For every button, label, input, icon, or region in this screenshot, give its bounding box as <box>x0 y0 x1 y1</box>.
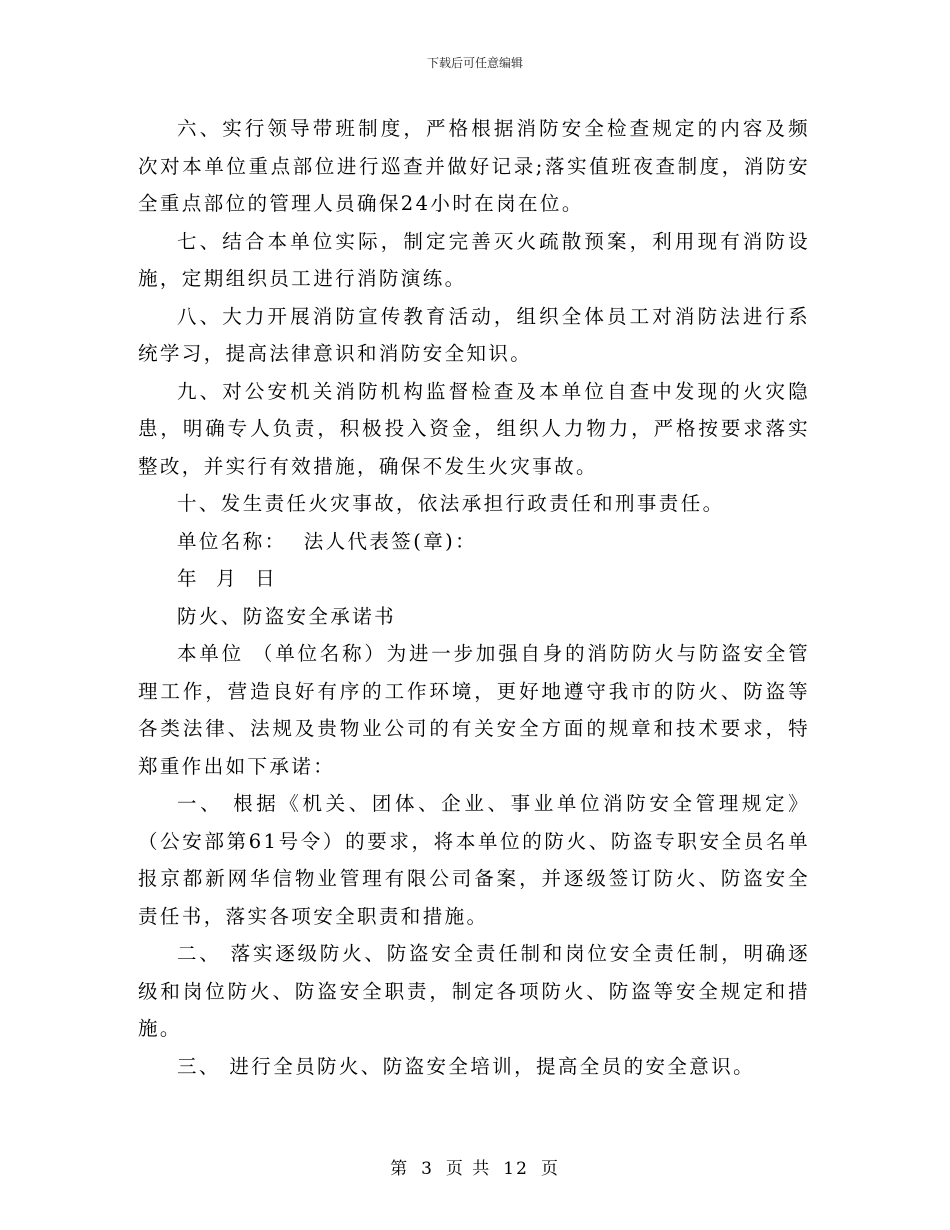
section-title: 防火、防盗安全承诺书 <box>177 604 397 628</box>
paragraph-item-8: 八、大力开展消防宣传教育活动，组织全体员工对消防法进行系统学习，提高法律意识和消防安全知识。 <box>138 304 810 365</box>
footer-suffix: 页 <box>540 1159 560 1179</box>
paragraph-item-10: 十、发生责任火灾事故，依法承担行政责任和刑事责任。 <box>177 492 725 515</box>
footer-total-pages: 12 <box>503 1159 529 1179</box>
page-header-note: 下载后可任意编辑 <box>426 56 523 70</box>
footer-prefix: 第 <box>390 1159 410 1179</box>
footer-middle: 页 共 <box>445 1159 492 1179</box>
paragraph-item-9: 九、对公安机关消防机构监督检查及本单位自查中发现的火灾隐患，明确专人负责，积极投入资金，组织人力物力，严格按要求落实整改，并实行有效措施，确保不发生火灾事故。 <box>138 379 810 478</box>
footer-page-number: 3 <box>421 1159 434 1179</box>
date-line: 年 月 日 <box>177 567 278 590</box>
paragraph-item-7: 七、结合本单位实际，制定完善灭火疏散预案，利用现有消防设施，定期组织员工进行消防演练。 <box>138 229 810 290</box>
commitment-intro: 本单位 （单位名称）为进一步加强自身的消防防火与防盗安全管理工作，营造良好有序的工作环境，更好地遵守我市的防火、防盗等各类法律、法规及贵物业公司的有关安全方面的规章和技术要求，特郑重作出如下承诺： <box>138 642 810 778</box>
document-body <box>138 110 810 1085</box>
commitment-item-2: 二、 落实逐级防火、防盗安全责任制和岗位安全责任制，明确逐级和岗位防火、防盗安全职责，制定各项防火、防盗等安全规定和措施。 <box>138 942 810 1040</box>
paragraph-item-6: 六、实行领导带班制度，严格根据消防安全检查规定的内容及频次对本单位重点部位进行巡查并做好记录;落实值班夜查制度，消防安全重点部位的管理人员确保24小时在岗在位。 <box>138 117 810 215</box>
commitment-item-3: 三、 进行全员防火、防盗安全培训，提高全员的安全意识。 <box>177 1054 755 1078</box>
page-footer <box>0 1154 950 1179</box>
signature-line: 单位名称： 法人代表签(章)： <box>177 529 478 553</box>
commitment-item-1: 一、 根据《机关、团体、企业、事业单位消防安全管理规定》（公安部第61号令）的要求，将本单位的防火、防盗专职安全员名单报京都新网华信物业管理有限公司备案，并逐级签订防火、防盗安全责任书，落实各项安全职责和措施。 <box>138 792 810 928</box>
